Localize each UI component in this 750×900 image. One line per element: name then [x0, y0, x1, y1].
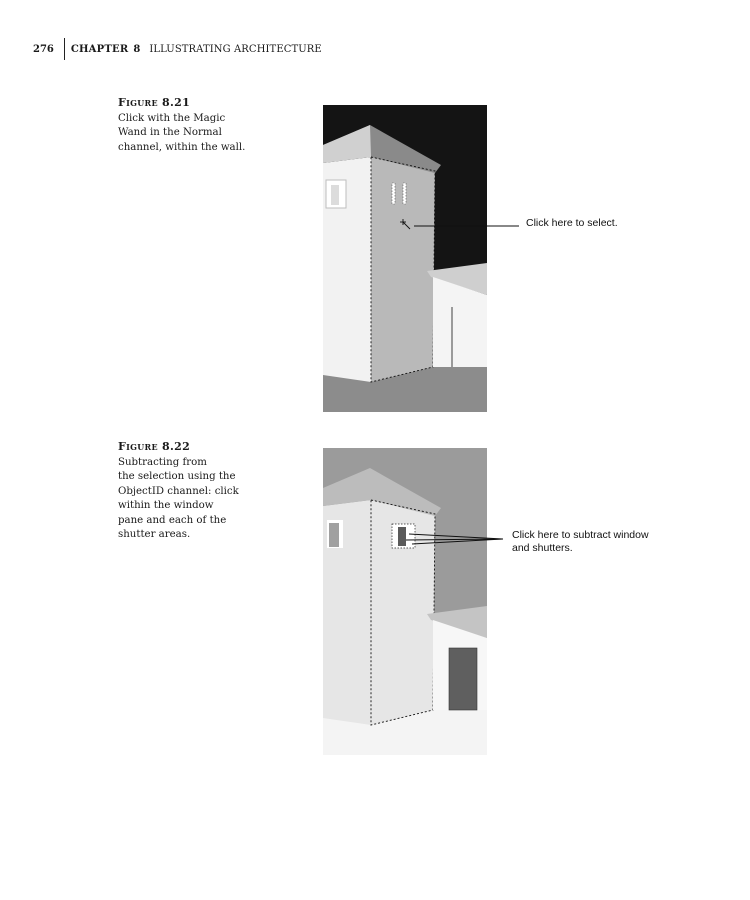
figure-caption-text: Subtracting from the selection using the ObjectID channel: click within the window pane and each of the shutter areas.	[118, 456, 239, 540]
figure-title: Figure 8.22	[118, 440, 191, 453]
running-head	[33, 38, 322, 60]
figure-caption	[118, 440, 268, 543]
figure-image	[323, 105, 487, 412]
header-divider	[64, 38, 65, 60]
section-title: ILLUSTRATING ARCHITECTURE	[149, 43, 322, 55]
figure-title: Figure 8.21	[118, 96, 191, 109]
callout-label: Click here to select.	[526, 217, 618, 229]
chapter-number: 8	[133, 43, 141, 55]
callout-label: Click here to subtract window and shutters.	[512, 529, 649, 554]
figure-caption	[118, 96, 268, 155]
page-number: 276	[33, 43, 54, 55]
figure-caption-text: Click with the Magic Wand in the Normal channel, within the wall.	[118, 112, 246, 153]
figure-image	[323, 448, 487, 755]
chapter-label: CHAPTER	[70, 43, 129, 55]
